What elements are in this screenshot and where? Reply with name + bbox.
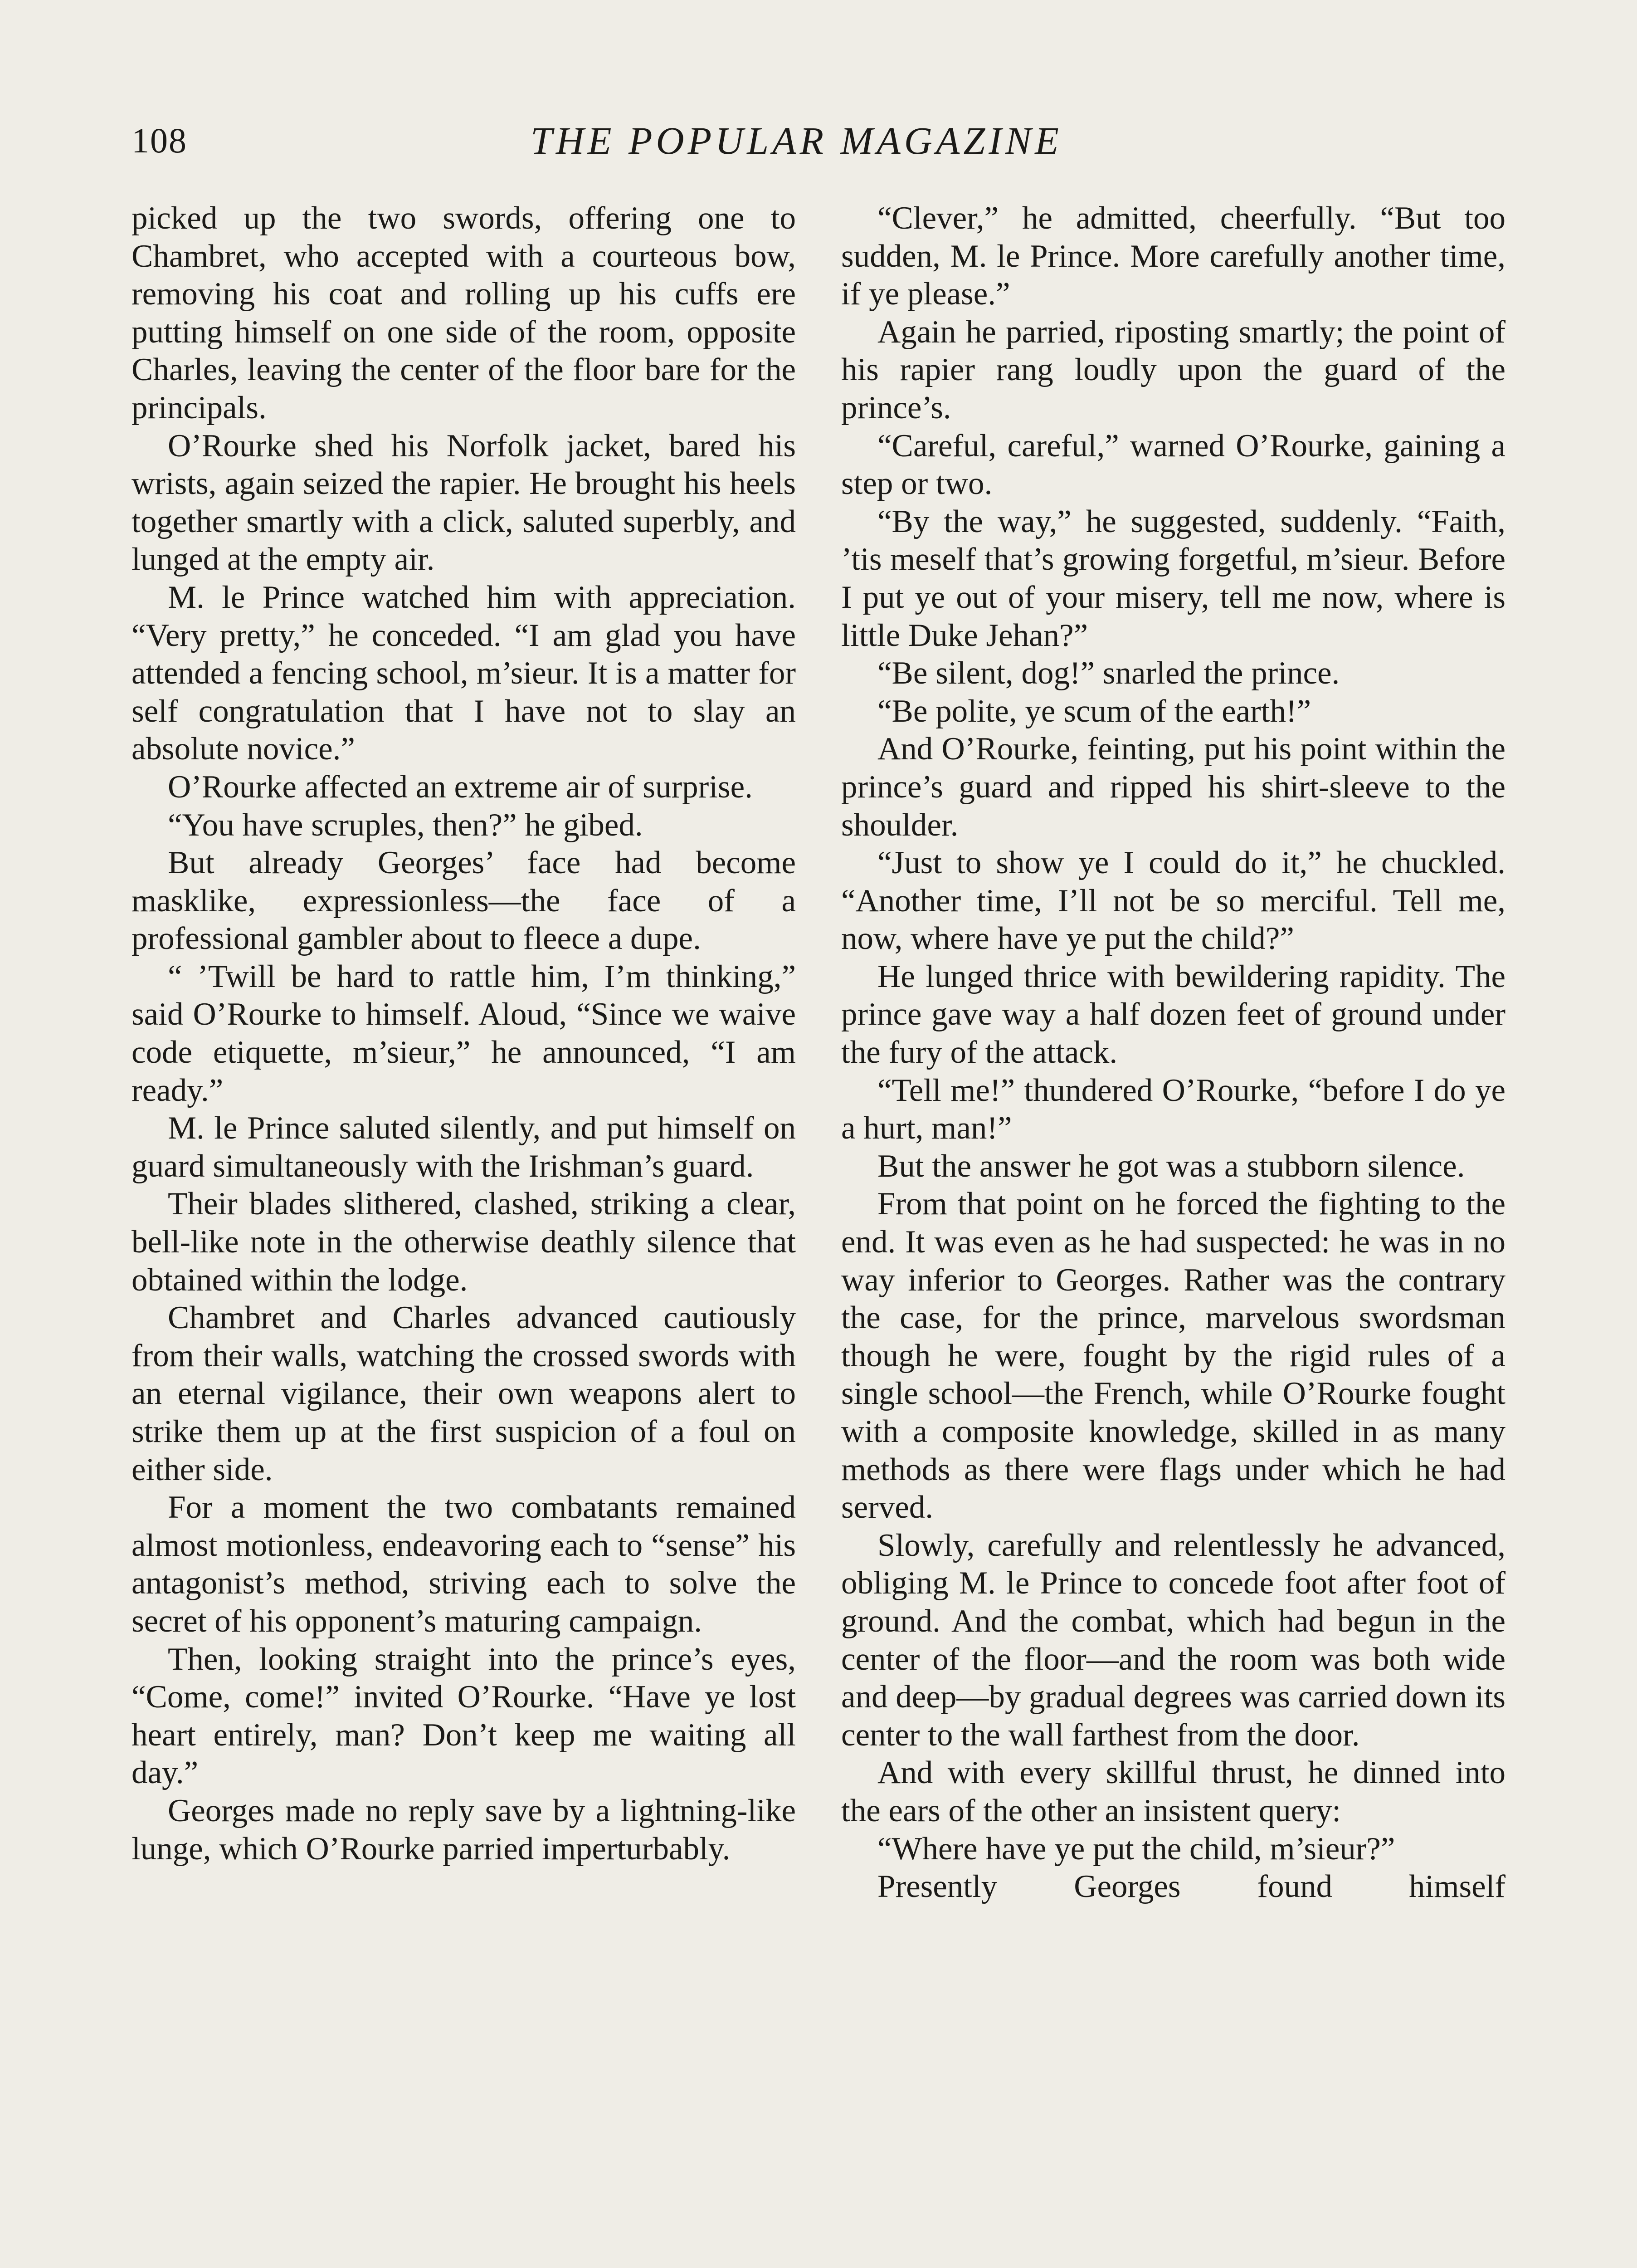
paragraph: For a moment the two combatants remained almost motionless, endeavoring each to “sense” his antagonist’s method, striving each to solve the secret of his opponent’s maturing campaign. <box>132 1490 796 1639</box>
paragraph: From that point on he forced the fighting to the end. It was even as he had suspected: he was in no way inferior to Georges. Rather was the contrary the case, for the prince, marvelous swordsman though he were, fought by the rigid rules of a single school—the French, while O’Rourke fought with a composite knowledge, skilled in as many methods as there were flags under which he had served. <box>841 1186 1505 1525</box>
left-column <box>132 200 796 1868</box>
paragraph: And O’Rourke, feinting, put his point within the prince’s guard and ripped his shirt-sleeve to the shoulder. <box>841 731 1505 843</box>
paragraph: Their blades slithered, clashed, striking a clear, bell-like note in the otherwise deathly silence that obtained within the lodge. <box>132 1186 796 1298</box>
paragraph: But the answer he got was a stubborn silence. <box>877 1148 1465 1184</box>
paragraph: “Careful, careful,” warned O’Rourke, gaining a step or two. <box>841 428 1505 502</box>
paragraph: O’Rourke shed his Norfolk jacket, bared his wrists, again seized the rapier. He brought his heels together smartly with a click, saluted superbly, and lunged at the empty air. <box>132 428 796 577</box>
paragraph: Chambret and Charles advanced cautiously from their walls, watching the crossed swords with an eternal vigilance, their own weapons alert to strike them up at the first suspicion of a foul on either side. <box>132 1300 796 1487</box>
paragraph: Then, looking straight into the prince’s eyes, “Come, come!” invited O’Rourke. “Have ye lost heart entirely, man? Don’t keep me waiting all day.” <box>132 1641 796 1791</box>
paragraph: “Just to show ye I could do it,” he chuckled. “Another time, I’ll not be so merciful. Tell me, now, where have ye put the child?” <box>841 845 1505 957</box>
paragraph: Presently Georges found himself <box>877 1869 1505 1905</box>
paragraph: “Clever,” he admitted, cheerfully. “But too sudden, M. le Prince. More carefully another time, if ye please.” <box>841 200 1505 312</box>
running-title: THE POPULAR MAGAZINE <box>531 119 1062 162</box>
paragraph: Georges made no reply save by a lightning-like lunge, which O’Rourke parried imperturbably. <box>132 1793 796 1867</box>
paragraph: “You have scruples, then?” he gibed. <box>168 807 643 843</box>
paragraph: “Where have ye put the child, m’sieur?” <box>877 1831 1395 1867</box>
paragraph: “By the way,” he suggested, suddenly. “Faith, ’tis meself that’s growing forgetful, m’sieur. Before I put ye out of your misery, tell me now, where is little Duke Jehan?” <box>841 503 1505 653</box>
paragraph: But already Georges’ face had become masklike, expressionless—the face of a professional gambler about to fleece a dupe. <box>132 845 796 957</box>
page-number: 108 <box>132 121 187 160</box>
paragraph: M. le Prince watched him with appreciation. “Very pretty,” he conceded. “I am glad you have attended a fencing school, m’sieur. It is a matter for self congratulation that I have not to slay an absolute novice.” <box>132 579 796 767</box>
page-header <box>132 116 1505 170</box>
paragraph: “ ’Twill be hard to rattle him, I’m thinking,” said O’Rourke to himself. Aloud, “Since we waive code etiquette, m’sieur,” he announced, “I am ready.” <box>132 958 796 1108</box>
paragraph: Slowly, carefully and relentlessly he advanced, obliging M. le Prince to concede foot after foot of ground. And the combat, which had begun in the center of the floor—and the room was both wide and deep—by gradual degrees was carried down its center to the wall farthest from the door. <box>841 1527 1505 1753</box>
paragraph: picked up the two swords, offering one to Chambret, who accepted with a courteous bow, removing his coat and rolling up his cuffs ere putting himself on one side of the room, opposite Charles, leaving the center of the floor bare for the principals. <box>132 200 796 425</box>
paragraph: M. le Prince saluted silently, and put himself on guard simultaneously with the Irishman’s guard. <box>132 1110 796 1184</box>
paragraph: “Be polite, ye scum of the earth!” <box>877 693 1311 729</box>
paragraph: “Be silent, dog!” snarled the prince. <box>877 655 1340 691</box>
paragraph: “Tell me!” thundered O’Rourke, “before I do ye a hurt, man!” <box>841 1072 1505 1146</box>
paragraph: Again he parried, riposting smartly; the point of his rapier rang loudly upon the guard of the prince’s. <box>841 314 1505 425</box>
paragraph: And with every skillful thrust, he dinned into the ears of the other an insistent query: <box>841 1755 1505 1828</box>
paragraph: He lunged thrice with bewildering rapidity. The prince gave way a half dozen feet of ground under the fury of the attack. <box>841 958 1505 1070</box>
right-column <box>841 200 1505 1906</box>
paragraph: O’Rourke affected an extreme air of surprise. <box>168 769 753 805</box>
